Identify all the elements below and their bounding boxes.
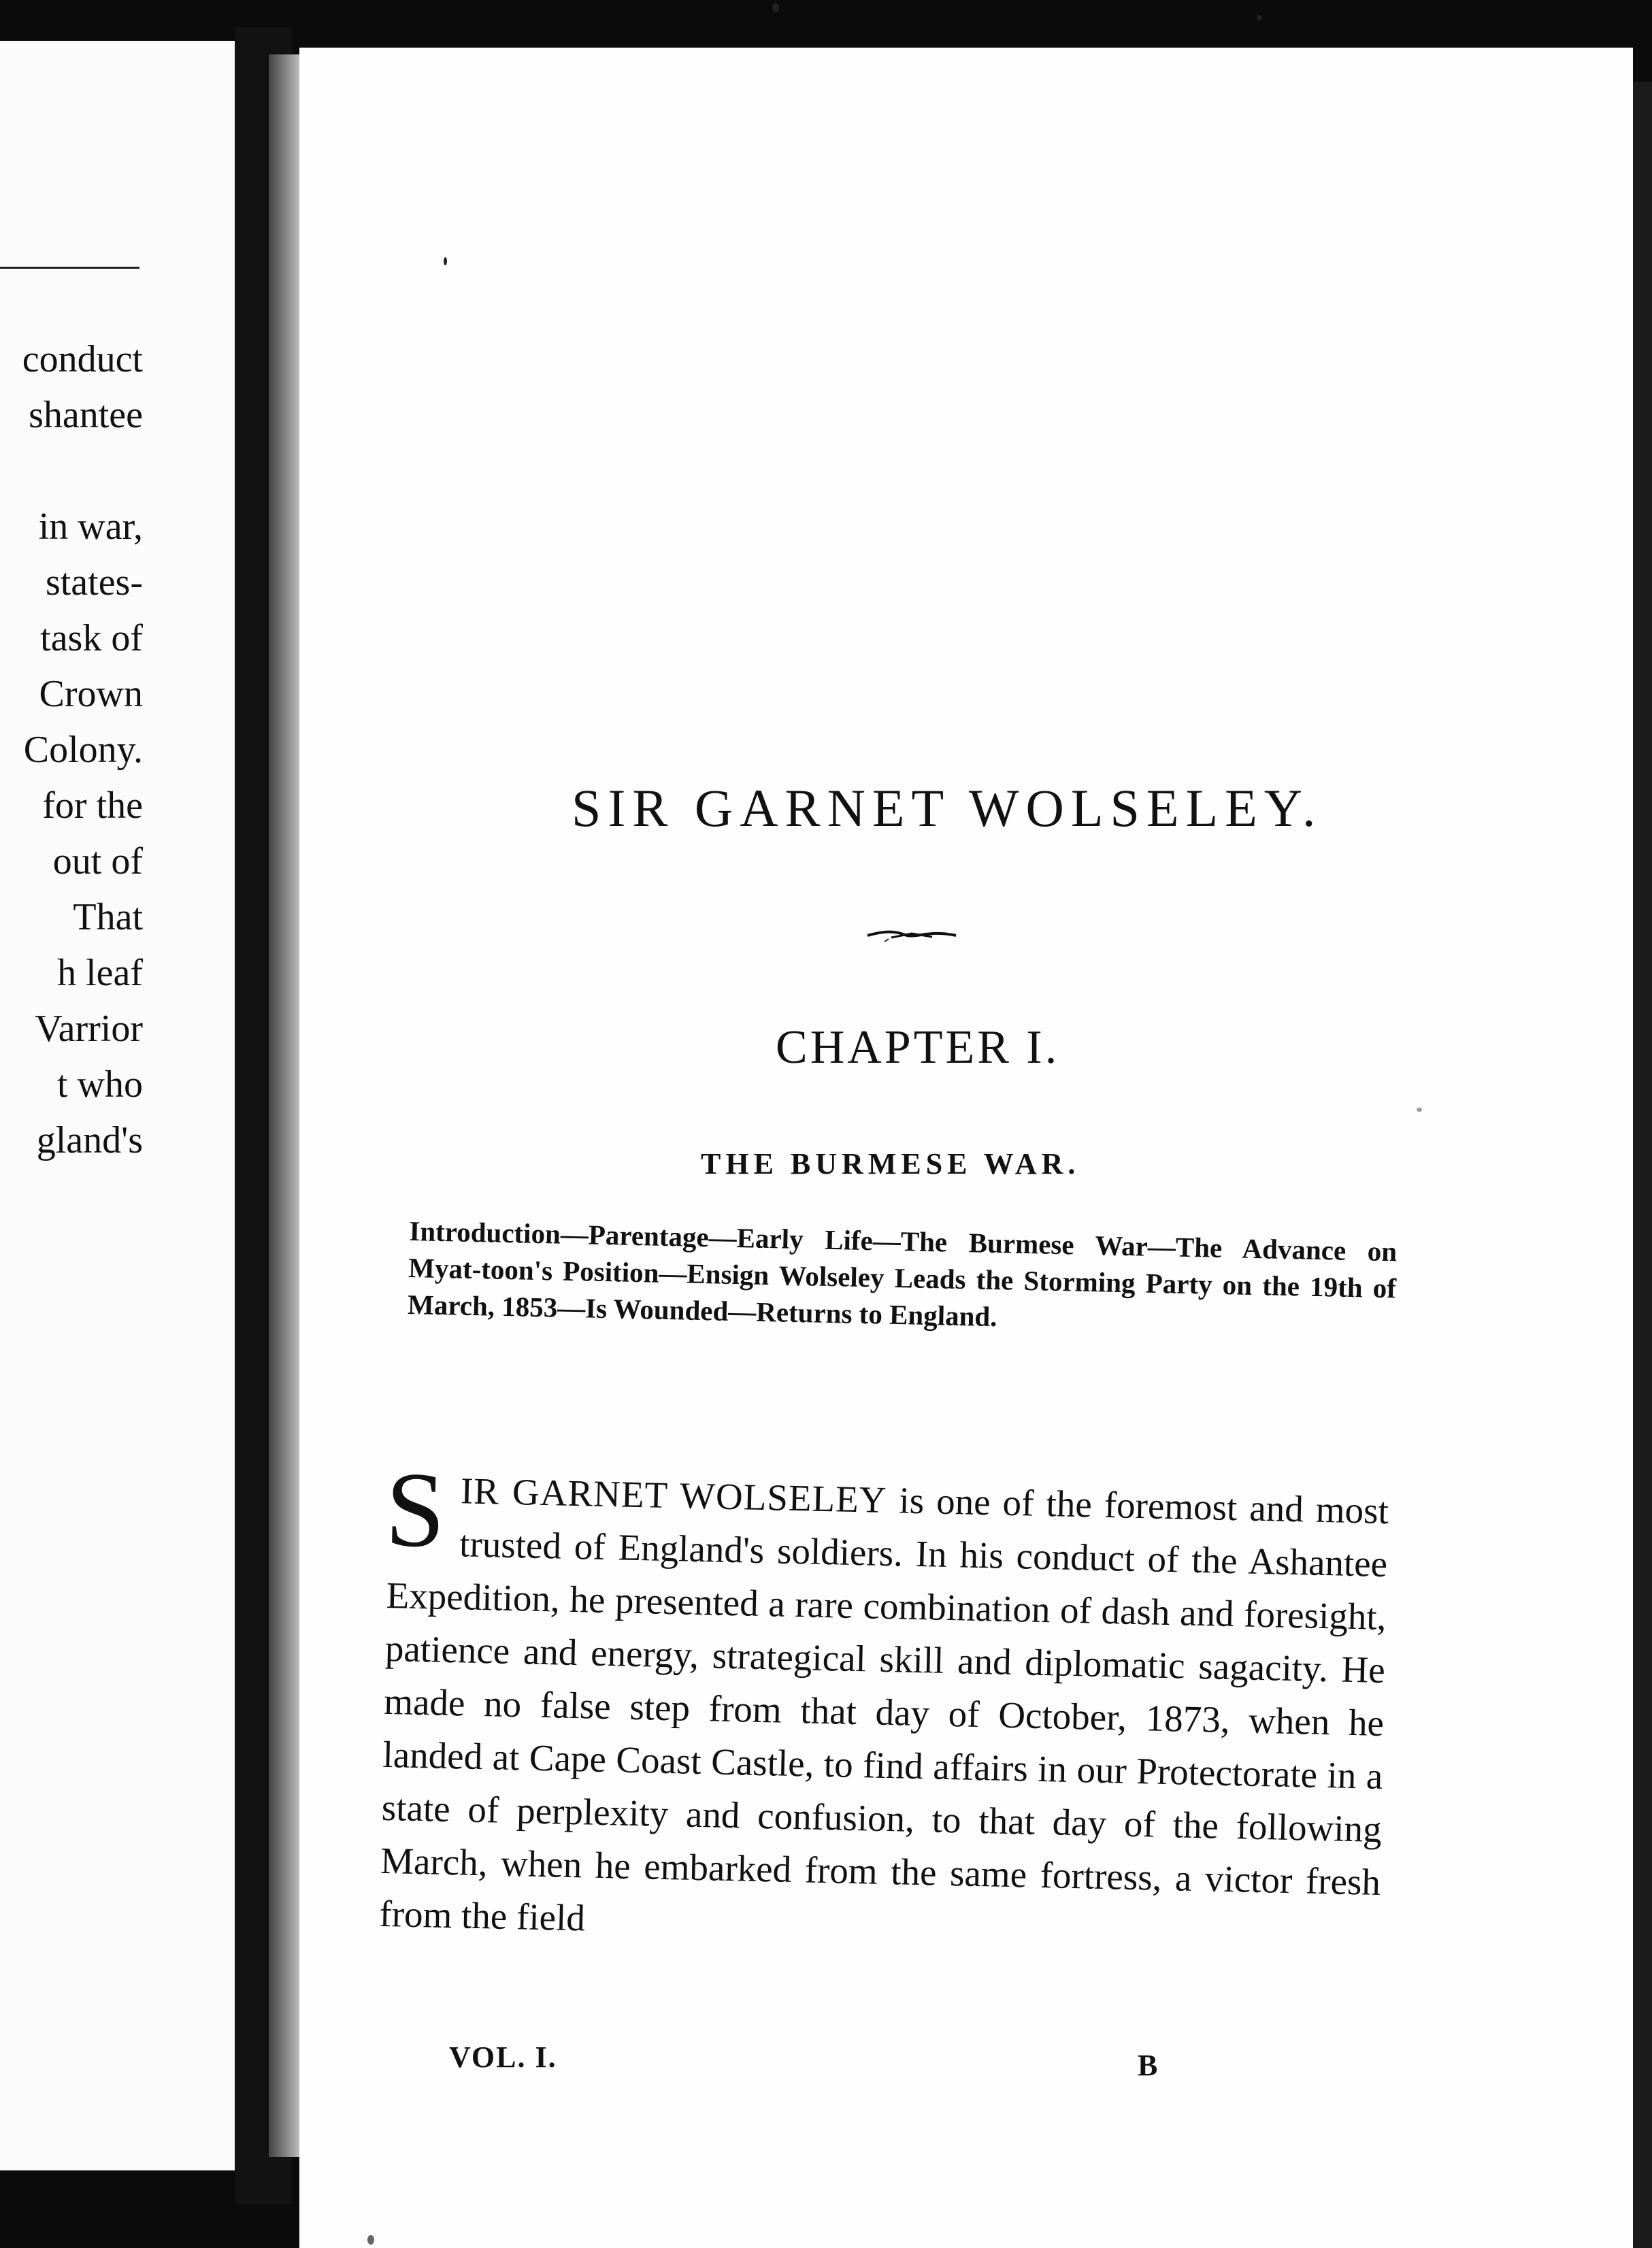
left-line: shantee [29,394,143,436]
drop-cap: S [384,1449,447,1570]
left-line: conduct [22,338,143,380]
left-line: in war, [38,506,143,548]
title-ornament-icon [864,925,959,946]
signature-mark: B [1138,2049,1158,2082]
scan-speck [444,257,447,265]
body-paragraph: is one of the foremost and most trusted of England's soldiers. In his conduct of the Ashantee Expedition, he presented a rare combination of dash and foresight, patience and energy, strategical skill and diplomatic sagacity. He made no false step from that day of October, 1873, when he landed at Cape Coast Castle, to find affairs in our Protectorate in a state of perplexity and confusion, to that day of the following March, when he embarked from the same fortress, a victor fresh from the field [378,1478,1389,1939]
scan-speck [772,3,779,12]
left-line: h leaf [57,952,143,994]
chapter-heading: CHAPTER I. [776,1021,1060,1074]
left-line: gland's [36,1119,143,1161]
chapter-synopsis: Introduction—Parentage—Early Life—The Burmese War—The Advance on Myat-toon's Position—Ensign Wolseley Leads the Storming Party on the 19th of March, 1853—Is Wounded—Returns to England. [407,1214,1398,1333]
left-line: Colony. [23,729,143,771]
scan-speck [1417,1108,1422,1112]
left-page-rule [0,267,139,269]
left-line: t who [57,1063,143,1106]
volume-footer: VOL. I. [449,2040,557,2074]
left-line: states- [45,561,143,604]
left-line: Crown [39,673,143,715]
book-title: SIR GARNET WOLSELEY. [572,778,1323,838]
right-page-edge [1633,82,1652,2248]
left-line: for the [42,784,143,827]
left-line: task of [40,617,143,659]
chapter-body-text [378,1449,1389,1962]
scan-speck [1257,15,1262,20]
scan-speck [367,2235,374,2245]
left-facing-page [0,41,235,2170]
left-line: That [73,896,143,938]
chapter-subtitle: THE BURMESE WAR. [701,1147,1080,1180]
body-lead-words: IR GARNET WOLSELEY [460,1470,888,1521]
left-line: out of [52,840,143,882]
page-edge-shadow [269,54,299,2157]
left-line: Varrior [35,1008,143,1050]
